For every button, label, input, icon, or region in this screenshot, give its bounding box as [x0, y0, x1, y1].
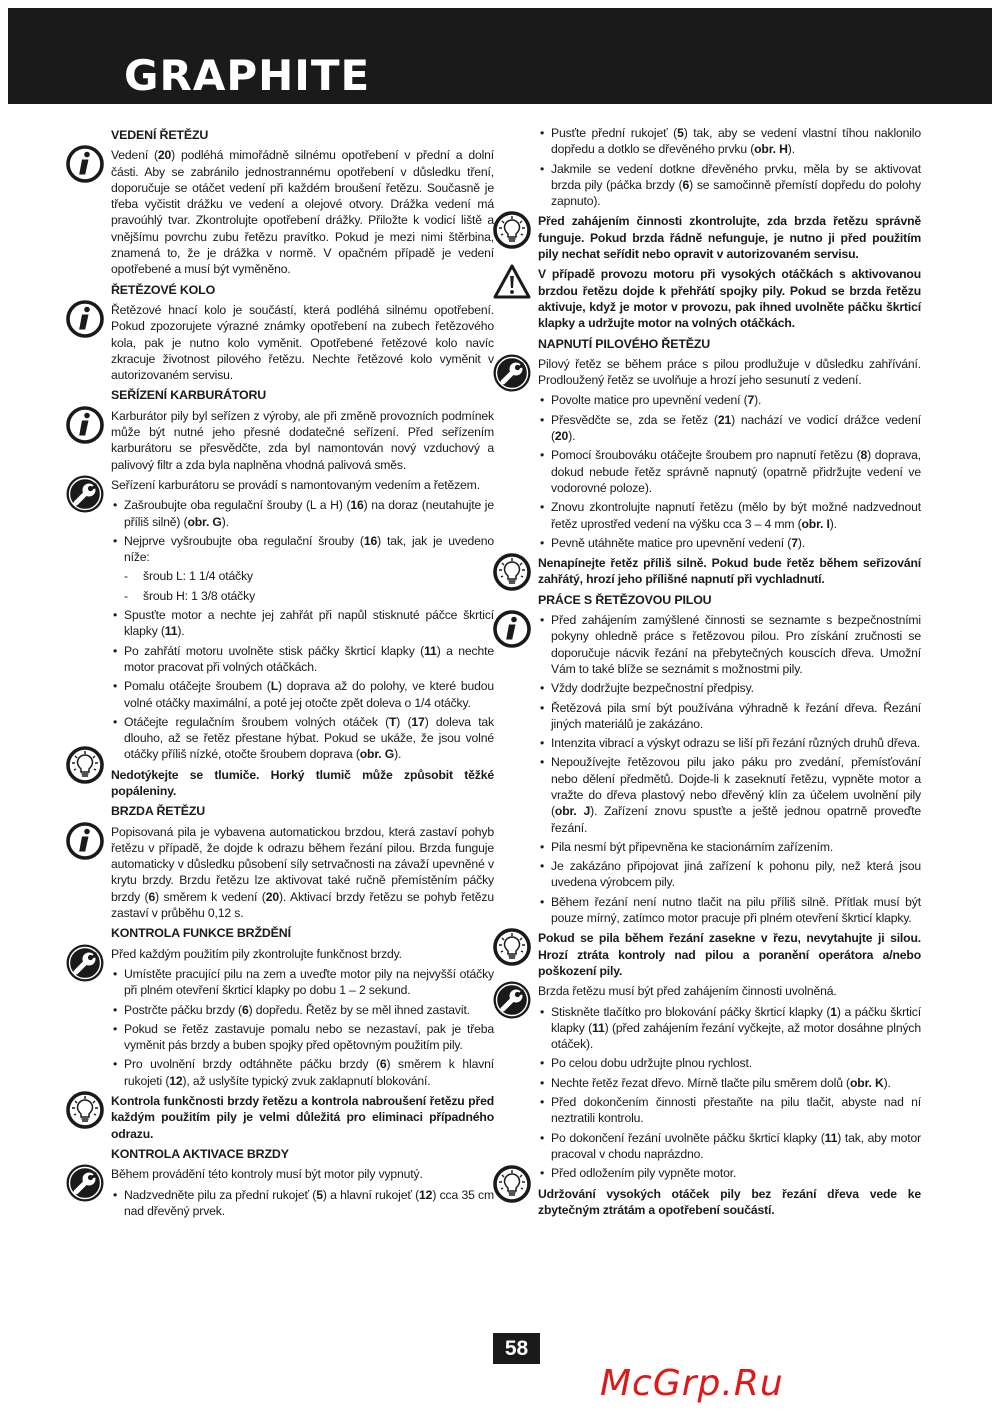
list-item: • Nejprve vyšroubujte oba regulační šrouby (16) tak, jak je uvedeno níže: [111, 533, 494, 566]
bullet-items [538, 125, 921, 209]
section-heading: BRZDA ŘETĚZU [111, 804, 206, 819]
bulb-icon [65, 1090, 105, 1130]
reference-number: 5 [316, 1187, 323, 1202]
paragraph [538, 356, 921, 389]
reference-number: 12 [169, 1073, 183, 1088]
list-item: • Zašroubujte oba regulační šrouby (L a H) (16) na doraz (neutahujte je příliš silně) (obr. G). [111, 497, 494, 530]
list-item: • Pevně utáhněte matice pro upevnění vedení (7). [538, 535, 921, 551]
list-item: • Před dokončením činnosti přestaňte na pilu tlačit, abyste nad ní neztratili kontrolu. [538, 1094, 921, 1127]
list-item: • Spusťte motor a nechte jej zahřát při napůl stisknuté páčce škrticí klapky (11). [111, 607, 494, 640]
reference-number: 12 [419, 1187, 433, 1202]
section-heading: VEDENÍ ŘETĚZU [111, 128, 209, 142]
paragraph-text: Popisovaná pila je vybavena automatickou brzdou, která zastaví pohyb řetězu v případě, že dojde k odrazu během řezání pilou. Brzda funguje automaticky v důsledku působení síly setrvačnosti na závaží upevněné v krytu brzdy. Brzdu řetězu lze aktivovat také ručně přemístěním páčky brzdy (6) směrem k vedení (20). Aktivací brzdy řetězu se pohyb řetězu zastaví v průběhu 0,12 s. [111, 824, 494, 921]
reference-number: 17 [411, 714, 425, 729]
bulb-icon [492, 210, 532, 250]
reference-number: 7 [791, 535, 798, 550]
paragraph-text: Před každým použitím pily zkontrolujte funkčnost brzdy. [111, 946, 402, 961]
bullet-list [538, 1004, 921, 1182]
list-item: • Pomocí šroubováku otáčejte šroubem pro napnutí řetězu (8) doprava, dokud nebude řetěz správně napnutý (opatrně přidržujte vedení ve vodorovné poloze). [538, 447, 921, 496]
reference-number: L [270, 679, 278, 694]
wrench-icon [492, 980, 532, 1020]
warning-note [111, 767, 494, 800]
section-heading: ŘETĚZOVÉ KOLO [111, 282, 216, 297]
reference-number: obr. J [554, 804, 591, 819]
paragraph [111, 477, 494, 493]
reference-number: 21 [717, 412, 732, 427]
page-number: 58 [493, 1333, 540, 1364]
reference-number: 20 [554, 429, 569, 444]
reference-number: 11 [824, 1130, 838, 1145]
reference-number: obr. I [801, 516, 830, 531]
paragraph-text: Nedotýkejte se tlumiče. Horký tlumič může způsobit těžké popáleniny. [111, 767, 494, 798]
bulb-icon [65, 745, 105, 785]
paragraph-text: V případě provozu motoru při vysokých otáčkách s aktivovanou brzdou řetězu dojde k přehřátí spojky pily. Pokud se brzda řetězu aktivuje, když je motor v provozu, pak ihned uvolněte páčku škrticí klapky a udržujte motor na volných otáčkách. [538, 267, 921, 331]
list-item: • Pusťte přední rukojeť (5) tak, aby se vedení vlastní tíhou naklonilo dopředu a dotklo se dřevěného prvku (obr. H). [538, 125, 921, 158]
bullet-items [538, 1004, 921, 1182]
reference-number: 11 [592, 1020, 605, 1035]
reference-number: obr. G [359, 747, 395, 762]
paragraph [111, 1166, 494, 1182]
reference-number: 6 [148, 889, 156, 904]
bullet-items [538, 392, 921, 551]
paragraph-text: Během provádění této kontroly musí být motor pily vypnutý. [111, 1167, 423, 1182]
bulb-icon [492, 552, 532, 592]
section-heading: SEŘÍZENÍ KARBURÁTORU [111, 388, 267, 403]
paragraph-text: Řetězové hnací kolo je součástí, která podléhá silnému opotřebení. Pokud zpozorujete výrazné známky opotřebení na zubech řetězového kola, pak je nutno kolo vyměnit. Opotřebené řetězové kolo navíc zkracuje životnost pilového řetězu. Nechte řetězové kolo vyměnit v autorizovaném servisu. [111, 302, 494, 383]
bullet-list [538, 125, 921, 209]
list-item: • Nepoužívejte řetězovou pilu jako páku pro zvedání, přemísťování nebo dělení předmětů. Dojde-li k zaseknutí řetězu, vypněte motor a vražte do dřeva plastový nebo dřevěný klín za účelem uvolnění pily (obr. J). Zařízení znovu spusťte a ještě jednou opatrně proveďte řezání. [538, 754, 921, 835]
list-item: - šroub H: 1 3/8 otáčky [111, 588, 494, 604]
list-item: • Před odložením pily vypněte motor. [538, 1165, 921, 1181]
info-icon [65, 821, 105, 861]
graphite-logo: GRAPHITE [124, 51, 371, 100]
bullet-items [538, 612, 921, 926]
list-item: • Po dokončení řezání uvolněte páčku škrticí klapky (11) tak, aby motor pracoval v chodu naprázdno. [538, 1130, 921, 1163]
paragraph-text: Seřízení karburátoru se provádí s namontovaným vedením a řetězem. [111, 477, 480, 492]
list-item: • Po celou dobu udržujte plnou rychlost. [538, 1055, 921, 1071]
section-heading: KONTROLA FUNKCE BRŽDĚNÍ [111, 926, 291, 941]
paragraph-text: Karburátor pily byl seřízen z výroby, ale při změně provozních podmínek může být nutné jeho přesné dodatečné seřízení. Před seřízením karburátoru se přesvědčte, zda byl namontován nový vzduchový a palivový filtr a zda byla naplněna vhodná palivová směs. [111, 408, 494, 472]
bullet-items [111, 966, 494, 1089]
list-item: • Stiskněte tlačítko pro blokování páčky škrticí klapky (1) a páčku škrticí klapky (11) (před zahájením řezání vyčkejte, až motor dosáhne plných otáček). [538, 1004, 921, 1053]
reference-number: T [389, 714, 397, 729]
list-item: • Jakmile se vedení dotkne dřevěného prvku, měla by se aktivovat brzda pily (páčka brzdy (6) se samočinně přemístí dopředu do polohy zapnuto). [538, 161, 921, 210]
list-item: • Nadzvedněte pilu za přední rukojeť (5) a hlavní rukojeť (12) cca 35 cm nad dřevěný prvek. [111, 1187, 494, 1220]
warning-icon [492, 262, 532, 302]
reference-number: 1 [830, 1004, 837, 1019]
list-item: • Intenzita vibrací a výskyt odrazu se liší při řezání různých druhů dřeva. [538, 735, 921, 751]
paragraph [538, 983, 921, 999]
warning-note [111, 1093, 494, 1142]
bullet-list [538, 612, 921, 926]
list-item: • Umístěte pracující pilu na zem a uveďte motor pily na nejvyšší otáčky při plném otevření škrticí klapky po dobu 1 – 2 sekund. [111, 966, 494, 999]
bullet-list [111, 966, 494, 1089]
paragraph-text: Nenapínejte řetěz příliš silně. Pokud bude řetěz během seřizování zahřátý, hrozí jeho přílišné napnutí při vychladnutí. [538, 556, 921, 587]
section-heading: PRÁCE S ŘETĚZOVOU PILOU [538, 592, 712, 607]
bullet-list [111, 497, 494, 762]
list-item: - šroub L: 1 1/4 otáčky [111, 568, 494, 584]
list-item: • Je zakázáno připojovat jiná zařízení k pohonu pily, než která jsou uvedena výrobcem pily. [538, 858, 921, 891]
paragraph-text: Pilový řetěz se během práce s pilou prodlužuje v důsledku zahřívání. Prodloužený řetěz se uvolňuje a hrozí jeho sesunutí z vedení. [538, 356, 921, 388]
bulb-icon [492, 1164, 532, 1204]
info-icon [65, 144, 105, 184]
reference-number: 6 [241, 1002, 249, 1017]
list-item: • Povolte matice pro upevnění vedení (7). [538, 392, 921, 408]
bulb-icon [492, 927, 532, 967]
reference-number: 11 [164, 624, 178, 639]
section-heading: KONTROLA AKTIVACE BRZDY [111, 1146, 289, 1161]
reference-number: obr. G [187, 514, 222, 529]
paragraph-text: Vedení (20) podléhá mimořádně silnému opotřebení v přední a dolní části. Aby se zabránilo jednostrannému opotřebení v důsledku tření, doporučuje se otáčet vedení při každém broušení řetězu. Současně je třeba vyčistit drážku ve vedení a olejové otvory. Drážka vedení má pravoúhlý tvar. Zkontrolujte opotřebení drážky. Přiložte k vodicí liště a vnějšímu povrchu zubu řetězu pravítko. Pokud je mezi nimi štěrbina, znamená to, že je drážka v normě. V opačném případě je vedení opotřebené a musí být vyměněno. [111, 148, 494, 277]
info-icon [65, 299, 105, 339]
right-column [538, 125, 921, 1222]
paragraph [111, 147, 494, 277]
reference-number: obr. H [754, 142, 788, 157]
reference-number: 8 [860, 448, 868, 463]
wrench-icon [65, 1163, 105, 1203]
warning-note [538, 266, 921, 331]
bullet-items [111, 1187, 494, 1220]
list-item: • Znovu zkontrolujte napnutí řetězu (mělo by být možné nadzvednout řetěz uprostřed vedení na výšku cca 3 – 4 mm (obr. I). [538, 499, 921, 532]
paragraph-text: Před zahájením činnosti zkontrolujte, zda brzda řetězu správně funguje. Pokud brzda řádně nefunguje, je nutno ji před použitím pily nechat seřídit nebo opravit v autorizovaném servisu. [538, 214, 921, 262]
paragraph-text: Brzda řetězu musí být před zahájením činnosti uvolněná. [538, 984, 837, 999]
list-item: • Řetězová pila smí být používána výhradně k řezání dřeva. Řezání jiných materiálů je zakázáno. [538, 700, 921, 733]
warning-note [538, 555, 921, 588]
paragraph-text: Udržování vysokých otáček pily bez řezání dřeva vede ke zbytečným ztrátám a opotřebení součástí. [538, 1186, 921, 1217]
reference-number: obr. K [849, 1075, 884, 1090]
list-item: • Otáčejte regulačním šroubem volných otáček (T) (17) doleva tak dlouho, až se řetěz přestane hýbat. Pokud se ukáže, že jsou volné otáčky příliš nízké, otočte šroubem doprava (obr. G). [111, 714, 494, 763]
reference-number: 7 [747, 393, 755, 408]
info-icon [492, 609, 532, 649]
reference-number: 11 [424, 643, 437, 658]
paragraph [111, 824, 494, 922]
paragraph [111, 302, 494, 383]
reference-number: 6 [682, 177, 690, 192]
bullet-list [538, 392, 921, 551]
list-item: • Postrčte páčku brzdy (6) dopředu. Řetěz by se měl ihned zastavit. [111, 1002, 494, 1018]
wrench-icon [65, 474, 105, 514]
left-column [111, 125, 494, 1223]
paragraph-text: Pokud se pila během řezání zasekne v řezu, nevytahujte ji silou. Hrozí ztráta kontroly nad pilou a poranění operátora a/nebo poškození pily. [538, 931, 921, 978]
list-item: • Pila nesmí být připevněna ke stacionárním zařízením. [538, 839, 921, 855]
section-heading: NAPNUTÍ PILOVÉHO ŘETĚZU [538, 336, 711, 351]
list-item: • Po zahřátí motoru uvolněte stisk páčky škrticí klapky (11) a nechte motor pracovat při volných otáčkách. [111, 643, 494, 676]
list-item: • Pomalu otáčejte šroubem (L) doprava až do polohy, ve které budou volné otáčky maximální, a poté jej otočte zpět doleva o 1/4 otáčky. [111, 678, 494, 711]
paragraph [111, 408, 494, 473]
list-item: • Nechte řetěz řezat dřevo. Mírně tlačte pilu směrem dolů (obr. K). [538, 1075, 921, 1091]
reference-number: 16 [363, 533, 378, 548]
list-item: • Během řezání není nutno tlačit na pilu příliš silně. Přítlak musí být pouze mírný, zatímco motor pracuje při plném otevření škrticí klapky. [538, 894, 921, 927]
bullet-items [111, 497, 494, 762]
list-item: • Pro uvolnění brzdy odtáhněte páčku brzdy (6) směrem k hlavní rukojeti (12), až uslyšíte typický zvuk zaklapnutí blokování. [111, 1056, 494, 1089]
watermark: McGrp.Ru [600, 1363, 784, 1404]
reference-number: 20 [157, 148, 172, 163]
bullet-list [111, 1187, 494, 1220]
list-item: • Pokud se řetěz zastavuje pomalu nebo se nezastaví, pak je třeba vyměnit pás brzdy a buben spojky před opětovným použitím pily. [111, 1021, 494, 1054]
warning-note [538, 213, 921, 262]
reference-number: 6 [379, 1057, 387, 1072]
warning-note [538, 1186, 921, 1219]
warning-note [538, 930, 921, 979]
wrench-icon [65, 943, 105, 983]
header-bar [8, 8, 992, 104]
reference-number: 16 [350, 498, 364, 513]
info-icon [65, 405, 105, 445]
reference-number: 5 [677, 126, 684, 140]
list-item: • Před zahájením zamýšlené činnosti se seznamte s bezpečnostními pokyny ohledně práce s řetězovou pilou. Pro získání zručnosti se doporučuje nácvik řezání na přebytečných kouscích dřeva. Umožní Vám to také blíže se seznámit s možnostmi pily. [538, 612, 921, 677]
wrench-icon [492, 353, 532, 393]
list-item: • Přesvědčte se, zda se řetěz (21) nachází ve vodicí drážce vedení (20). [538, 412, 921, 445]
paragraph [111, 946, 494, 962]
list-item: • Vždy dodržujte bezpečnostní předpisy. [538, 680, 921, 696]
paragraph-text: Kontrola funkčnosti brzdy řetězu a kontrola nabroušení řetězu před každým použitím pily je velmi důležitá pro eliminaci případného odrazu. [111, 1094, 494, 1141]
reference-number: 20 [265, 889, 279, 904]
